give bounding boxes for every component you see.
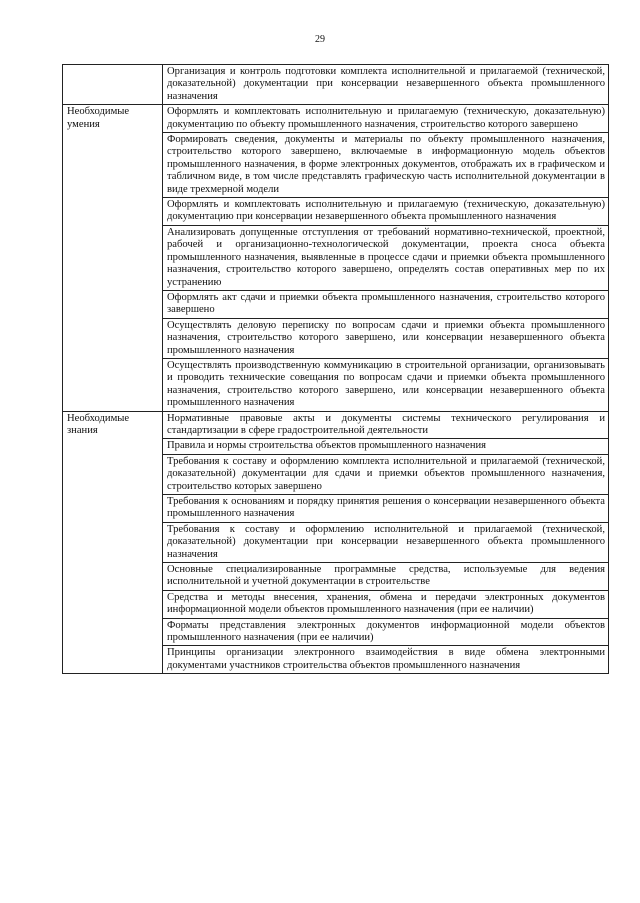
requirement-cell: Анализировать допущенные отступления от требований нормативно-технической, проектной, рабочей и организационно-технологической документации, проекта сноса объекта промышленного назначения, выявленные в процессе сдачи и приемки объекта промышленного назначения, строительство которого завершено, определять состав оперативных мер по их устранению [163, 225, 609, 290]
category-cell [63, 65, 163, 105]
requirement-cell: Оформлять и комплектовать исполнительную и прилагаемую (техническую, доказательную) документацию по объекту промышленного назначения, строительство которого завершено [163, 105, 609, 133]
category-cell-znaniya: Необходимые знания [63, 411, 163, 674]
requirement-cell: Оформлять и комплектовать исполнительную и прилагаемую (техническую, доказательную) документацию при консервации незавершенного объекта промышленного назначения [163, 198, 609, 226]
requirement-cell: Требования к составу и оформлению исполнительной и прилагаемой (технической, доказательной) документации при консервации незавершенного объекта промышленного назначения [163, 522, 609, 562]
requirement-cell: Нормативные правовые акты и документы системы технического регулирования и стандартизации в сфере градостроительной деятельности [163, 411, 609, 439]
category-cell-umeniya: Необходимые умения [63, 105, 163, 411]
requirement-cell: Правила и нормы строительства объектов промышленного назначения [163, 439, 609, 454]
requirement-cell: Принципы организации электронного взаимодействия в виде обмена электронными документами участников строительства объектов промышленного назначения [163, 646, 609, 674]
requirement-cell: Требования к основаниям и порядку принятия решения о консервации незавершенного объекта промышленного назначения [163, 495, 609, 523]
requirement-cell: Формировать сведения, документы и материалы по объекту промышленного назначения, строительство которого завершено, включаемые в информационную модель объектов промышленного назначения, в форме электронных документов, отображать их в графическом и табличном виде, в том числе представлять графическую часть исполнительной документации в виде трехмерной модели [163, 133, 609, 198]
requirement-cell: Оформлять акт сдачи и приемки объекта промышленного назначения, строительство которого завершено [163, 290, 609, 318]
requirement-cell: Основные специализированные программные средства, используемые для ведения исполнительной и учетной документации в строительстве [163, 563, 609, 591]
requirement-cell: Осуществлять производственную коммуникацию в строительной организации, организовывать и проводить технические совещания по вопросам сдачи и приемки объекта промышленного назначения, строительство которого завершено, или консервации незавершенного объекта промышленного назначения [163, 358, 609, 411]
table-row [63, 65, 609, 105]
requirement-cell: Организация и контроль подготовки комплекта исполнительной и прилагаемой (технической, доказательной) документации при консервации незавершенного объекта промышленного назначения [163, 65, 609, 105]
requirement-cell: Форматы представления электронных документов информационной модели объектов промышленного назначения (при ее наличии) [163, 618, 609, 646]
requirement-cell: Средства и методы внесения, хранения, обмена и передачи электронных документов информационной модели объектов промышленного назначения (при ее наличии) [163, 590, 609, 618]
requirements-table [62, 64, 609, 674]
requirement-cell: Требования к составу и оформлению комплекта исполнительной и прилагаемой (технической, доказательной) документации для сдачи и приемки объектов промышленного назначения, строительство которых завершено [163, 454, 609, 494]
page-number: 29 [315, 34, 325, 45]
table-row [63, 105, 609, 133]
requirement-cell: Осуществлять деловую переписку по вопросам сдачи и приемки объекта промышленного назначения, строительство которого завершено, или консервации незавершенного объекта промышленного назначения [163, 318, 609, 358]
table-row [63, 411, 609, 439]
